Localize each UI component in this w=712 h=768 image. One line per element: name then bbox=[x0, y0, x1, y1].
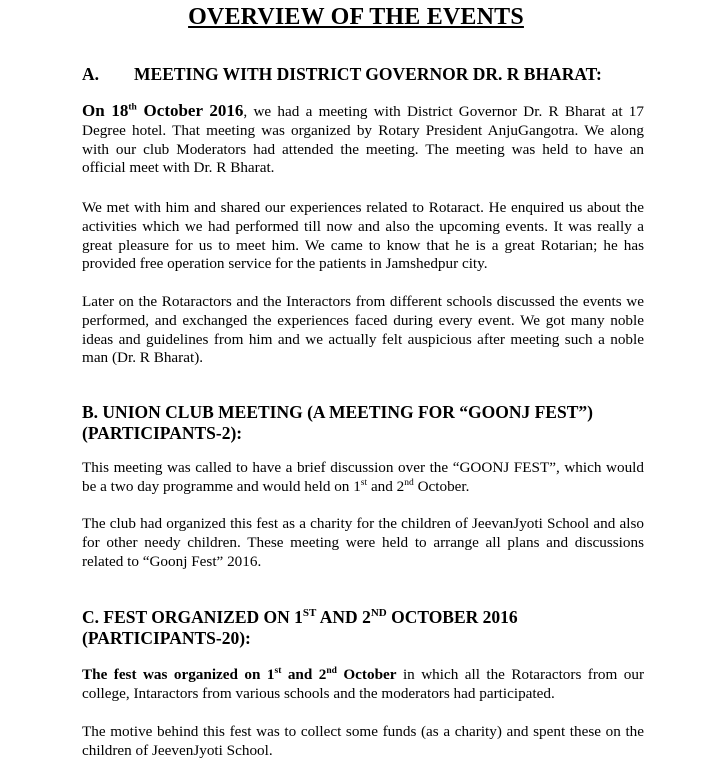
c-lead-sup-nd: nd bbox=[326, 665, 337, 676]
section-c-lead bbox=[82, 666, 397, 683]
section-c-heading bbox=[82, 607, 642, 649]
lead-text-post: October 2016 bbox=[136, 101, 244, 120]
section-b-paragraph-2: The club had organized this fest as a charity for the children of JeevanJyoti School and also for other needy children. These meeting were held to arrange all plans and discussions related to “Goonj Fest” 2016. bbox=[82, 515, 644, 570]
section-a-date-lead bbox=[82, 101, 243, 120]
section-a-heading bbox=[82, 64, 642, 85]
section-b-paragraph-1 bbox=[82, 459, 644, 497]
c-heading-mid: AND 2 bbox=[316, 607, 371, 627]
c-lead-sup-st: st bbox=[274, 665, 282, 676]
section-b-p1-mid: and 2 bbox=[367, 477, 405, 495]
c-heading-post: OCTOBER 2016 bbox=[386, 607, 518, 627]
lead-text: On 18 bbox=[82, 101, 129, 120]
section-c-paragraph-1-text: in which all the Rotaractors from our college, Intaractors from various schools and the moderators had participated. bbox=[82, 666, 644, 702]
c-heading-sup-st: ST bbox=[302, 607, 317, 620]
section-a-paragraph-3: Later on the Rotaractors and the Interactors from different schools discussed the events we performed, and exchanged the experiences faced during every event. We got many noble ideas and guidelines from him and we actually felt auspicious after meeting such a noble man (Dr. R Bharat). bbox=[82, 293, 644, 367]
section-b-p1-post: October. bbox=[413, 477, 470, 495]
section-a-heading-text: MEETING WITH DISTRICT GOVERNOR DR. R BHARAT: bbox=[134, 64, 602, 84]
section-b-heading bbox=[82, 402, 642, 444]
sup-nd: nd bbox=[404, 477, 414, 488]
section-c-heading-line-1 bbox=[82, 607, 642, 628]
c-lead-text: The fest was organized on 1 bbox=[82, 666, 275, 683]
section-c-heading-line-2: (PARTICIPANTS-20): bbox=[82, 628, 251, 648]
section-b-heading-line-1: B. UNION CLUB MEETING (A MEETING FOR “GOONJ FEST”) bbox=[82, 402, 593, 422]
sup-st: st bbox=[360, 477, 368, 488]
c-heading-text: C. FEST ORGANIZED ON 1 bbox=[82, 607, 303, 627]
section-a-paragraph-1-text: , we had a meeting with District Governor Dr. R Bharat at 17 Degree hotel. That meeting was organized by Rotary President AnjuGangotra. We along with our club Moderators had attended the meeting. The meeting was held to have an official meet with Dr. R Bharat. bbox=[82, 103, 644, 177]
page-title: OVERVIEW OF THE EVENTS bbox=[188, 4, 524, 30]
section-b-heading-line-2: (PARTICIPANTS-2): bbox=[82, 423, 243, 443]
section-a-paragraph-2: We met with him and shared our experiences related to Rotaract. He enquired us about the activities which we had performed till now and also the upcoming events. It was really a great pleasure for us to meet him. We came to know that he is a great Rotarian; he has provided free operation service for the patients in Jamshedpur city. bbox=[82, 199, 644, 273]
section-b-p1-text: This meeting was called to have a brief discussion over the “GOONJ FEST”, which would be a two day programme and would held on 1 bbox=[82, 459, 644, 495]
c-lead-post: October bbox=[336, 666, 397, 683]
c-heading-sup-nd: ND bbox=[370, 607, 387, 620]
section-c-paragraph-2: The motive behind this fest was to collect some funds (as a charity) and spent these on the children of JeevenJyoti School. bbox=[82, 723, 644, 759]
section-a-letter: A. bbox=[82, 64, 100, 84]
section-c-paragraph-1 bbox=[82, 666, 644, 704]
section-a-paragraph-1 bbox=[82, 102, 644, 178]
lead-sup: th bbox=[128, 102, 137, 113]
c-lead-mid: and 2 bbox=[281, 666, 327, 683]
